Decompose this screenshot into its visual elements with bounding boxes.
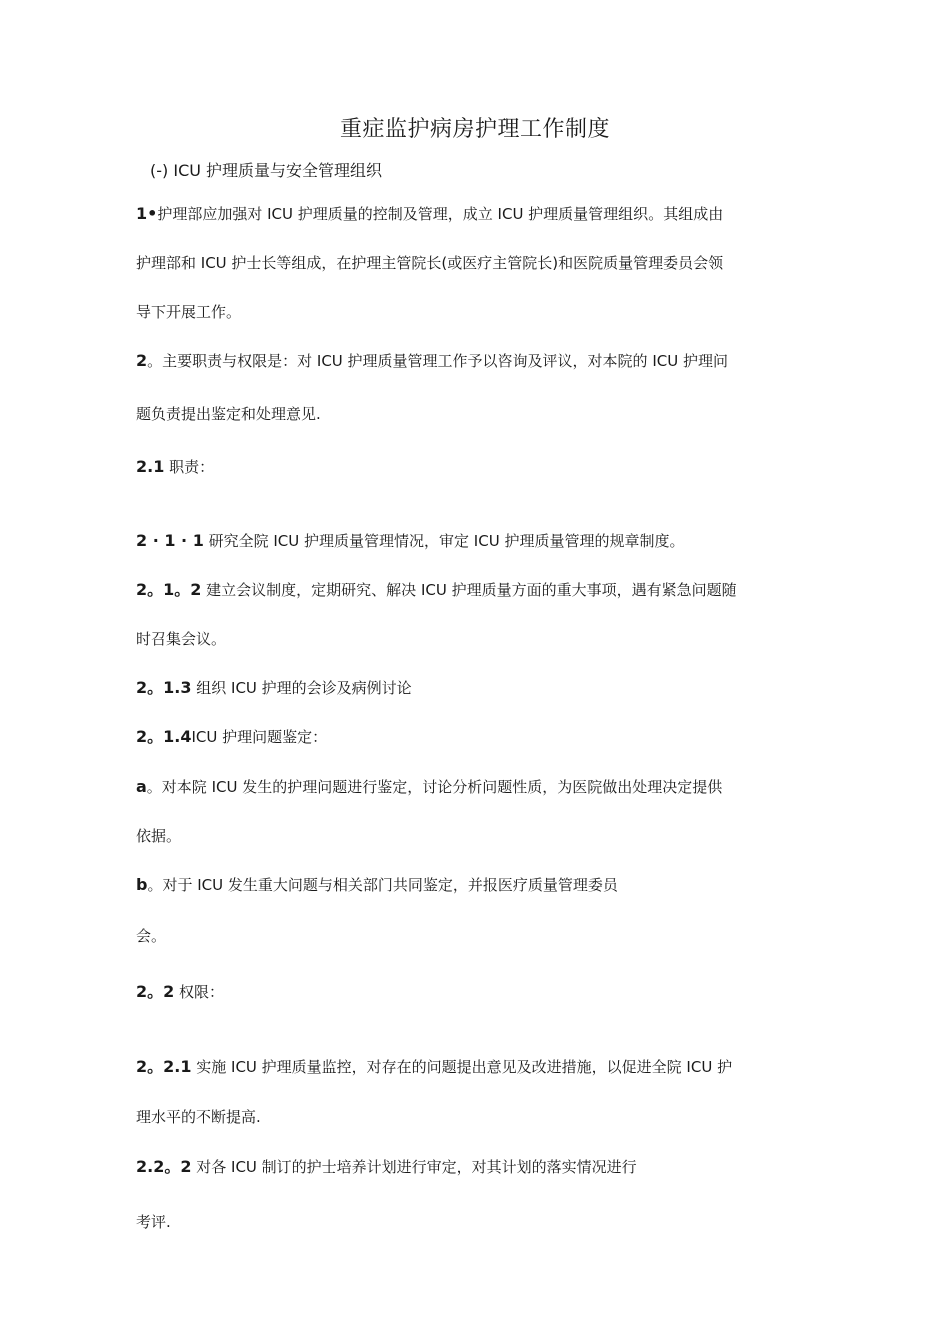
paragraph-line — [136, 202, 723, 226]
line-text: 题负责提出鉴定和处理意见. — [136, 405, 321, 423]
paragraph-line — [136, 455, 214, 479]
clause-number: b — [136, 875, 148, 894]
paragraph-line — [136, 529, 684, 553]
clause-number: 2.2。2 — [136, 1157, 192, 1176]
paragraph-line — [136, 1210, 171, 1234]
line-text: 。对于 ICU 发生重大问题与相关部门共同鉴定，并报医疗质量管理委员 — [147, 876, 618, 894]
line-text: ICU 护理问题鉴定： — [191, 728, 328, 746]
paragraph-line — [136, 251, 723, 275]
line-text: 。主要职责与权限是：对 ICU 护理质量管理工作予以咨询及评议，对本院的 ICU 护理问 — [147, 352, 728, 370]
paragraph-line — [136, 873, 618, 897]
line-text: 考评. — [136, 1213, 171, 1231]
clause-number: 2。1.3 — [136, 678, 192, 697]
clause-number: 2。1.4 — [136, 727, 192, 746]
clause-number: 2 — [136, 351, 148, 370]
clause-number: 2。1。2 — [136, 580, 202, 599]
line-text: 依据。 — [136, 827, 182, 845]
document-title: 重症监护病房护理工作制度 — [339, 117, 610, 142]
paragraph-line — [136, 349, 728, 373]
paragraph-line — [136, 578, 737, 602]
paragraph-line — [136, 676, 412, 700]
clause-number: 2.1 — [136, 457, 165, 476]
line-text: 权限： — [174, 983, 225, 1001]
paragraph-line — [136, 1155, 637, 1179]
line-text: 护理部和 ICU 护士长等组成，在护理主管院长(或医疗主管院长)和医院质量管理委员会领 — [136, 254, 724, 272]
line-text: 组织 ICU 护理的会诊及病例讨论 — [191, 679, 412, 697]
clause-number: 2 · 1 · 1 — [136, 531, 204, 550]
line-text: 研究全院 ICU 护理质量管理情况，审定 ICU 护理质量管理的规章制度。 — [203, 532, 685, 550]
clause-number: 1• — [136, 204, 158, 223]
paragraph-line — [136, 725, 327, 749]
line-text: 导下开展工作。 — [136, 303, 242, 321]
line-text: 会。 — [136, 927, 167, 945]
paragraph-line — [136, 300, 241, 324]
paragraph-line — [136, 775, 722, 799]
line-text: 实施 ICU 护理质量监控，对存在的问题提出意见及改进措施，以促进全院 ICU 护 — [191, 1058, 733, 1076]
line-text: 时召集会议。 — [136, 630, 227, 648]
clause-number: 2。2 — [136, 982, 175, 1001]
paragraph-line — [136, 627, 226, 651]
paragraph-line — [136, 924, 166, 948]
line-text: 对各 ICU 制订的护士培养计划进行审定，对其计划的落实情况进行 — [191, 1158, 637, 1176]
line-text: 护理部应加强对 ICU 护理质量的控制及管理，成立 ICU 护理质量管理组织。其组成由 — [157, 205, 724, 223]
paragraph-line — [136, 402, 321, 426]
line-text: 建立会议制度，定期研究、解决 ICU 护理质量方面的重大事项，遇有紧急问题随 — [201, 581, 737, 599]
clause-number: a — [136, 777, 147, 796]
clause-number: 2。2.1 — [136, 1057, 192, 1076]
paragraph-line — [136, 1105, 261, 1129]
line-text: 。对本院 ICU 发生的护理问题进行鉴定，讨论分析问题性质，为医院做出处理决定提供 — [146, 778, 723, 796]
line-text: 理水平的不断提高. — [136, 1108, 261, 1126]
paragraph-line — [136, 1055, 732, 1079]
section-heading: (-) ICU 护理质量与安全管理组织 — [150, 161, 383, 180]
paragraph-line — [136, 824, 181, 848]
paragraph-line — [136, 980, 224, 1004]
line-text: 职责： — [164, 458, 215, 476]
